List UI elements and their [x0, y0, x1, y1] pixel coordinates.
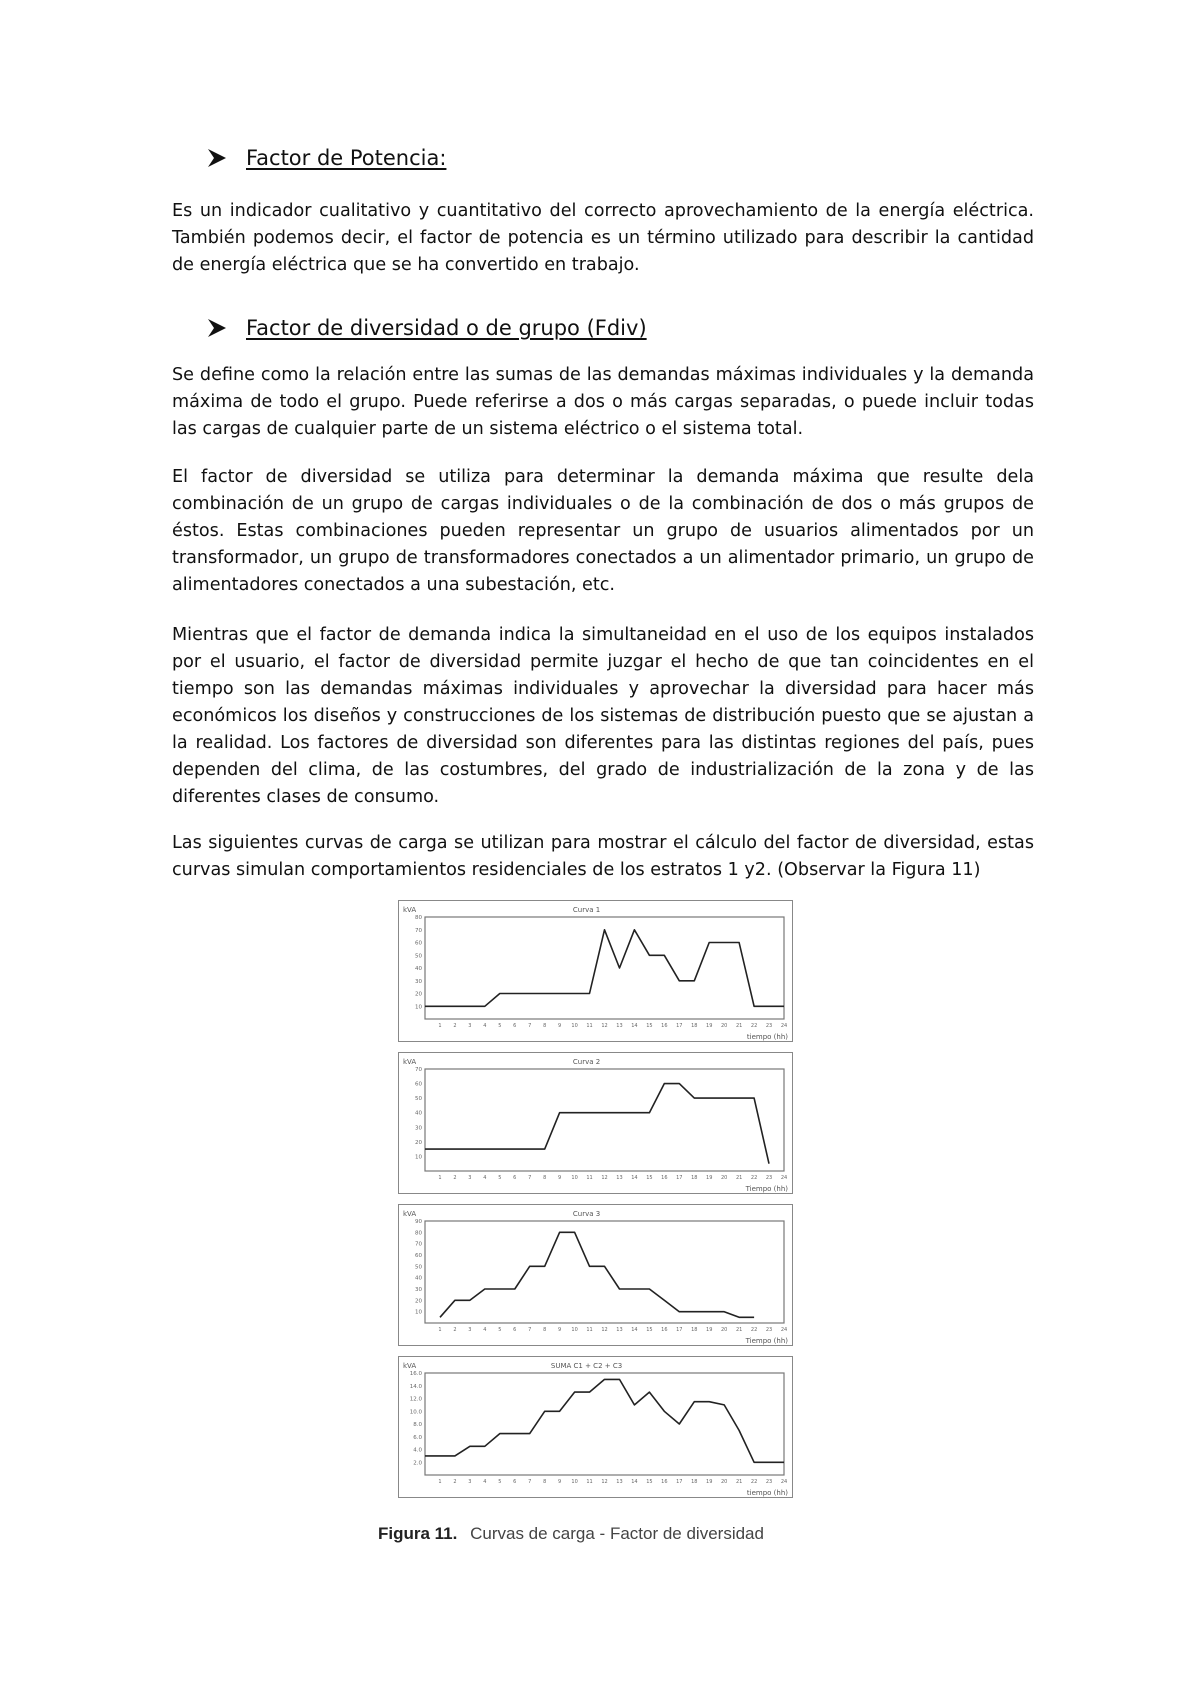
x-tick-label: 17: [676, 1175, 683, 1181]
y-tick-label: 50: [415, 1264, 422, 1271]
chart-title: Curva 1: [572, 906, 601, 914]
x-tick-label: 14: [631, 1479, 638, 1485]
x-tick-label: 12: [601, 1023, 608, 1029]
x-tick-label: 18: [691, 1023, 698, 1029]
y-axis-label: kVA: [403, 1362, 417, 1370]
x-tick-label: 3: [468, 1023, 472, 1029]
plot-area-frame: [425, 1069, 784, 1171]
y-tick-label: 40: [415, 1275, 422, 1282]
x-tick-label: 21: [735, 1175, 743, 1181]
x-tick-label: 2: [453, 1023, 457, 1029]
arrow-bullet-icon: [206, 317, 228, 339]
chart-title: Curva 3: [572, 1210, 601, 1218]
x-tick-label: 19: [706, 1175, 713, 1181]
x-tick-label: 18: [691, 1327, 698, 1333]
x-tick-label: 4: [483, 1023, 487, 1029]
chart-panel-sum: [398, 1356, 793, 1498]
x-tick-label: 17: [676, 1023, 683, 1029]
x-tick-label: 6: [513, 1023, 517, 1029]
y-tick-label: 10: [415, 1309, 422, 1316]
diversity-paragraph-2: El factor de diversidad se utiliza para determinar la demanda máxima que resulte dela combinación de un grupo de cargas individuales o de la combinación de dos o más grupos de éstos. Estas combinaciones pueden representar un grupo de usuarios alimentados por un transformador, un grupo de transformadores conectados a un alimentador primario, un grupo de alimentadores conectados a una subestación, etc.: [172, 467, 1034, 595]
y-tick-label: 80: [415, 915, 422, 921]
x-tick-label: 19: [706, 1479, 713, 1485]
x-tick-label: 7: [528, 1175, 532, 1181]
x-tick-label: 3: [468, 1327, 472, 1333]
y-tick-label: 4.0: [413, 1447, 422, 1454]
y-tick-label: 70: [415, 927, 422, 934]
x-tick-label: 21: [735, 1327, 743, 1333]
x-tick-label: 22: [750, 1175, 758, 1181]
x-tick-label: 21: [735, 1023, 743, 1029]
chart-title: SUMA C1 + C2 + C3: [550, 1362, 623, 1370]
x-tick-label: 2: [453, 1175, 457, 1181]
x-tick-label: 10: [571, 1023, 578, 1029]
arrow-bullet-icon: [206, 147, 228, 169]
series-line: [425, 1084, 769, 1164]
x-tick-label: 10: [571, 1175, 578, 1181]
x-tick-label: 17: [676, 1479, 683, 1485]
power-factor-paragraph: Es un indicador cualitativo y cuantitativo del correcto aprovechamiento de la energía eléctrica. También podemos decir, el factor de potencia es un término utilizado para describir la cantidad de energía eléctrica que se ha convertido en trabajo.: [172, 201, 1034, 275]
diversity-paragraph-1: Se define como la relación entre las sumas de las demandas máximas individuales y la demanda máxima de todo el grupo. Puede referirse a dos o más cargas separadas, o puede incluir todas las cargas de cualquier parte de un sistema eléctrico o el sistema total.: [172, 365, 1034, 439]
y-tick-label: 6.0: [413, 1434, 422, 1441]
x-tick-label: 4: [483, 1479, 487, 1485]
x-tick-label: 6: [513, 1479, 517, 1485]
x-tick-label: 24: [780, 1479, 788, 1485]
series-line: [425, 1379, 784, 1462]
x-tick-label: 11: [586, 1175, 593, 1181]
y-tick-label: 30: [415, 978, 422, 985]
sum-curve-chart: [399, 1357, 792, 1497]
y-axis-label: kVA: [403, 1210, 417, 1218]
x-tick-label: 10: [571, 1479, 578, 1485]
x-tick-label: 1: [438, 1023, 442, 1029]
y-tick-label: 30: [415, 1125, 422, 1132]
x-tick-label: 8: [543, 1327, 547, 1333]
x-tick-label: 14: [631, 1175, 638, 1181]
chart-panel-curve-1: [398, 900, 793, 1042]
x-tick-label: 2: [453, 1479, 457, 1485]
x-tick-label: 4: [483, 1327, 487, 1333]
x-tick-label: 3: [468, 1479, 472, 1485]
series-line: [425, 930, 784, 1007]
x-tick-label: 24: [780, 1175, 788, 1181]
x-tick-label: 1: [438, 1479, 442, 1485]
diversity-paragraph-3: Mientras que el factor de demanda indica la simultaneidad en el uso de los equipos instalados por el usuario, el factor de diversidad permite juzgar el hecho de que tan coincidentes en el tiempo son las demandas máximas individuales y aprovechar la diversidad para hacer más económicos los diseños y construcciones de los sistemas de distribución puesto que se ajustan a la realidad. Los factores de diversidad son diferentes para las distintas regiones del país, pues dependen del clima, de las costumbres, del grado de industrialización de la zona y de las diferentes clases de consumo.: [172, 625, 1034, 807]
x-axis-label: Tiempo (hh): [745, 1337, 788, 1345]
x-tick-label: 23: [765, 1479, 773, 1485]
x-tick-label: 19: [706, 1023, 713, 1029]
y-tick-label: 2.0: [413, 1460, 422, 1467]
x-tick-label: 23: [765, 1023, 773, 1029]
x-tick-label: 5: [498, 1327, 502, 1333]
x-tick-label: 4: [483, 1175, 487, 1181]
x-tick-label: 20: [720, 1175, 728, 1181]
x-tick-label: 22: [750, 1023, 758, 1029]
x-axis-label: tiempo (hh): [746, 1033, 788, 1041]
x-tick-label: 24: [780, 1023, 788, 1029]
x-tick-label: 2: [453, 1327, 457, 1333]
x-tick-label: 6: [513, 1175, 517, 1181]
plot-area-frame: [425, 1221, 784, 1323]
x-tick-label: 8: [543, 1023, 547, 1029]
x-tick-label: 5: [498, 1479, 502, 1485]
x-tick-label: 5: [498, 1023, 502, 1029]
x-tick-label: 6: [513, 1327, 517, 1333]
x-tick-label: 12: [601, 1175, 608, 1181]
x-tick-label: 16: [661, 1327, 668, 1333]
x-tick-label: 16: [661, 1175, 668, 1181]
figure-caption-number: Figura 11.: [378, 1524, 458, 1543]
x-tick-label: 13: [616, 1479, 623, 1485]
x-tick-label: 3: [468, 1175, 472, 1181]
x-tick-label: 7: [528, 1327, 532, 1333]
x-tick-label: 8: [543, 1175, 547, 1181]
x-tick-label: 13: [616, 1023, 623, 1029]
y-tick-label: 12.0: [409, 1396, 422, 1403]
x-tick-label: 10: [571, 1327, 578, 1333]
y-tick-label: 14.0: [409, 1383, 422, 1390]
y-tick-label: 60: [415, 1253, 422, 1259]
figure-caption-text: Curvas de carga - Factor de diversidad: [470, 1524, 764, 1543]
y-axis-label: kVA: [403, 906, 417, 914]
plot-area-frame: [425, 1373, 784, 1475]
y-axis-label: kVA: [403, 1058, 417, 1066]
x-tick-label: 13: [616, 1175, 623, 1181]
y-tick-label: 30: [415, 1287, 422, 1293]
x-tick-label: 15: [646, 1175, 653, 1181]
chart-panel-curve-2: [398, 1052, 793, 1194]
y-tick-label: 10: [415, 1154, 422, 1161]
x-tick-label: 20: [720, 1479, 728, 1485]
curve-1-chart: [399, 901, 792, 1041]
curve-3-chart: [399, 1205, 792, 1345]
y-tick-label: 40: [415, 966, 422, 972]
x-tick-label: 18: [691, 1175, 698, 1181]
x-tick-label: 16: [661, 1023, 668, 1029]
x-tick-label: 23: [765, 1327, 773, 1333]
x-tick-label: 15: [646, 1479, 653, 1485]
x-tick-label: 17: [676, 1327, 683, 1333]
x-tick-label: 14: [631, 1023, 638, 1029]
x-tick-label: 9: [558, 1479, 562, 1485]
x-tick-label: 12: [601, 1479, 608, 1485]
y-tick-label: 70: [415, 1067, 422, 1073]
x-tick-label: 11: [586, 1479, 593, 1485]
x-tick-label: 20: [720, 1327, 728, 1333]
x-tick-label: 12: [601, 1327, 608, 1333]
x-tick-label: 1: [438, 1175, 442, 1181]
section-heading-diversity-factor: [206, 316, 647, 340]
x-tick-label: 5: [498, 1175, 502, 1181]
y-tick-label: 16.0: [409, 1371, 422, 1377]
x-tick-label: 15: [646, 1327, 653, 1333]
section-heading-power-factor: [206, 146, 446, 170]
y-tick-label: 40: [415, 1110, 422, 1117]
x-tick-label: 14: [631, 1327, 638, 1333]
x-tick-label: 18: [691, 1479, 698, 1485]
chart-panel-curve-3: [398, 1204, 793, 1346]
x-tick-label: 7: [528, 1479, 532, 1485]
y-tick-label: 60: [415, 1081, 422, 1088]
y-tick-label: 90: [415, 1219, 422, 1225]
x-tick-label: 9: [558, 1023, 562, 1029]
curve-2-chart: [399, 1053, 792, 1193]
y-tick-label: 50: [415, 1096, 422, 1103]
x-tick-label: 9: [558, 1175, 562, 1181]
x-tick-label: 19: [706, 1327, 713, 1333]
y-tick-label: 20: [415, 1139, 422, 1146]
x-tick-label: 9: [558, 1327, 562, 1333]
y-tick-label: 80: [415, 1230, 422, 1237]
x-tick-label: 11: [586, 1327, 593, 1333]
x-tick-label: 20: [720, 1023, 728, 1029]
load-curves-figure: [398, 900, 793, 1510]
figure-caption: [378, 1524, 838, 1544]
x-tick-label: 16: [661, 1479, 668, 1485]
x-tick-label: 8: [543, 1479, 547, 1485]
x-tick-label: 21: [735, 1479, 743, 1485]
y-tick-label: 60: [415, 940, 422, 947]
y-tick-label: 8.0: [413, 1422, 422, 1428]
diversity-paragraph-4: Las siguientes curvas de carga se utilizan para mostrar el cálculo del factor de diversidad, estas curvas simulan comportamientos residenciales de los estratos 1 y2. (Observar la Figura 11): [172, 833, 1034, 880]
y-tick-label: 70: [415, 1241, 422, 1248]
x-tick-label: 11: [586, 1023, 593, 1029]
y-tick-label: 20: [415, 1298, 422, 1305]
section-heading-text: Factor de diversidad o de grupo (Fdiv): [246, 316, 647, 340]
x-tick-label: 15: [646, 1023, 653, 1029]
y-tick-label: 50: [415, 953, 422, 960]
chart-title: Curva 2: [572, 1058, 601, 1066]
x-tick-label: 1: [438, 1327, 442, 1333]
section-heading-text: Factor de Potencia:: [246, 146, 447, 170]
y-tick-label: 20: [415, 991, 422, 998]
y-tick-label: 10: [415, 1004, 422, 1011]
x-tick-label: 24: [780, 1327, 788, 1333]
x-tick-label: 13: [616, 1327, 623, 1333]
y-tick-label: 10.0: [409, 1409, 422, 1416]
x-axis-label: Tiempo (hh): [745, 1185, 788, 1193]
x-tick-label: 23: [765, 1175, 773, 1181]
x-axis-label: tiempo (hh): [746, 1489, 788, 1497]
x-tick-label: 22: [750, 1327, 758, 1333]
x-tick-label: 7: [528, 1023, 532, 1029]
series-line: [440, 1232, 754, 1317]
x-tick-label: 22: [750, 1479, 758, 1485]
